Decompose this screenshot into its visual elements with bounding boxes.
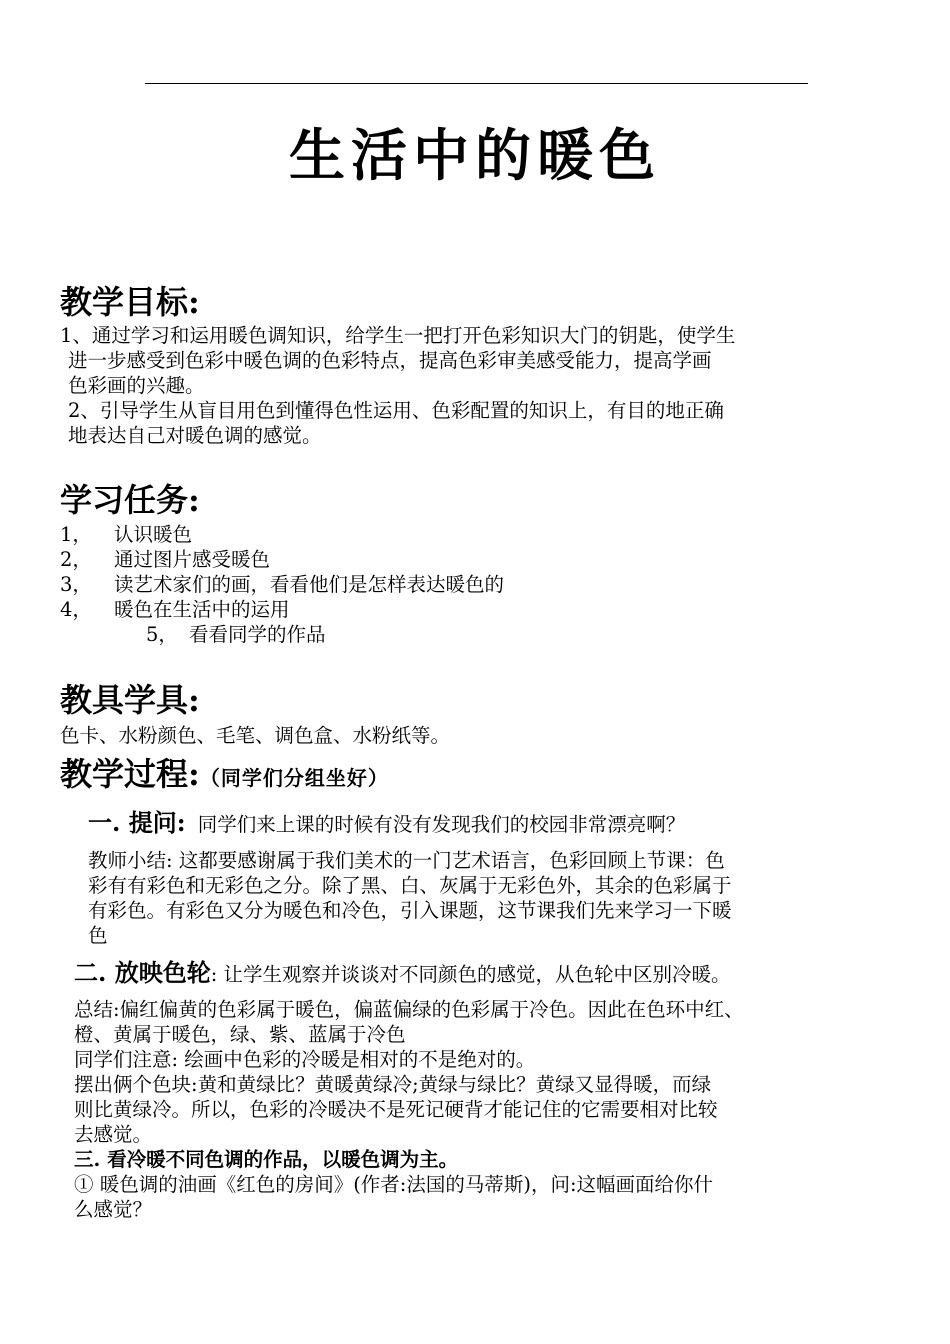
objectives-line: 地表达自己对暖色调的感觉。: [68, 424, 322, 447]
section-two-line: 摆出俩个色块:黄和黄绿比？黄暖黄绿冷;黄绿与绿比？黄绿又显得暖，而绿: [74, 1073, 712, 1096]
task-text: 暖色在生活中的运用: [114, 598, 290, 621]
section-one-question: 同学们来上课的时候有没有发现我们的校园非常漂亮啊？: [197, 813, 686, 836]
task-text: 看看同学的作品: [189, 623, 326, 646]
task-number: 1，: [60, 523, 92, 546]
task-text: 通过图片感受暖色: [114, 548, 271, 571]
document-title: 生活中的暖色: [289, 123, 661, 189]
task-number: 3，: [60, 573, 92, 596]
task-text: 认识暖色: [114, 523, 193, 546]
section-two-line: 去感觉。: [74, 1123, 153, 1146]
process-heading-text: 教学过程:: [60, 755, 200, 793]
objectives-line: 2、引导学生从盲目用色到懂得色性运用、色彩配置的知识上，有目的地正确: [68, 399, 724, 422]
section-two-line: 同学们注意: 绘画中色彩的冷暖是相对的不是绝对的。: [74, 1048, 536, 1071]
section-three-heading: 三. 看冷暖不同色调的作品，以暖色调为主。: [74, 1148, 459, 1171]
section-two-line: 则比黄绿冷。所以，色彩的冷暖决不是死记硬背才能记住的它需要相对比较: [74, 1098, 718, 1121]
process-heading-note: （同学们分组坐好）: [199, 766, 389, 790]
section-three-line: ① 暖色调的油画《红色的房间》(作者:法国的马蒂斯)，问:这幅画面给你什: [74, 1173, 714, 1196]
task-text: 读艺术家们的画，看看他们是怎样表达暖色的: [114, 573, 505, 596]
section-two-text: : 让学生观察并谈谈对不同颜色的感觉，从色轮中区别冷暖。: [210, 963, 731, 986]
section-one: [88, 810, 685, 837]
materials-text: 色卡、水粉颜色、毛笔、调色盒、水粉纸等。: [60, 724, 451, 747]
objectives-line: 1、通过学习和运用暖色调知识，给学生一把打开色彩知识大门的钥匙，使学生: [60, 324, 736, 347]
teacher-summary-line: 彩有有彩色和无彩色之分。除了黑、白、灰属于无彩色外，其余的色彩属于: [88, 874, 732, 897]
process-heading: [60, 755, 389, 793]
teacher-summary-line: 教师小结: 这都要感谢属于我们美术的一门艺术语言，色彩回顾上节课：色: [88, 849, 725, 872]
task-number: 2，: [60, 548, 92, 571]
teacher-summary-line: 色: [88, 924, 108, 947]
tasks-heading: 学习任务:: [60, 481, 200, 519]
section-one-label: 一. 提问:: [88, 808, 186, 837]
section-two-label: 二. 放映色轮: [74, 958, 211, 987]
section-two-line: 橙、黄属于暖色，绿、紫、蓝属于冷色: [74, 1023, 406, 1046]
section-three-line: 么感觉？: [74, 1198, 153, 1221]
section-two-line: 总结:偏红偏黄的色彩属于暖色，偏蓝偏绿的色彩属于冷色。因此在色环中红、: [74, 998, 744, 1021]
task-number: 5，: [146, 623, 178, 646]
header-rule: [145, 83, 808, 84]
objectives-heading: 教学目标:: [60, 283, 200, 321]
section-two: [74, 960, 731, 987]
objectives-line: 色彩画的兴趣。: [68, 374, 205, 397]
teacher-summary-line: 有彩色。有彩色又分为暖色和冷色，引入课题，这节课我们先来学习一下暖: [88, 899, 732, 922]
objectives-line: 进一步感受到色彩中暖色调的色彩特点，提高色彩审美感受能力，提高学画: [68, 349, 712, 372]
materials-heading: 教具学具:: [60, 681, 200, 719]
task-number: 4，: [60, 598, 92, 621]
